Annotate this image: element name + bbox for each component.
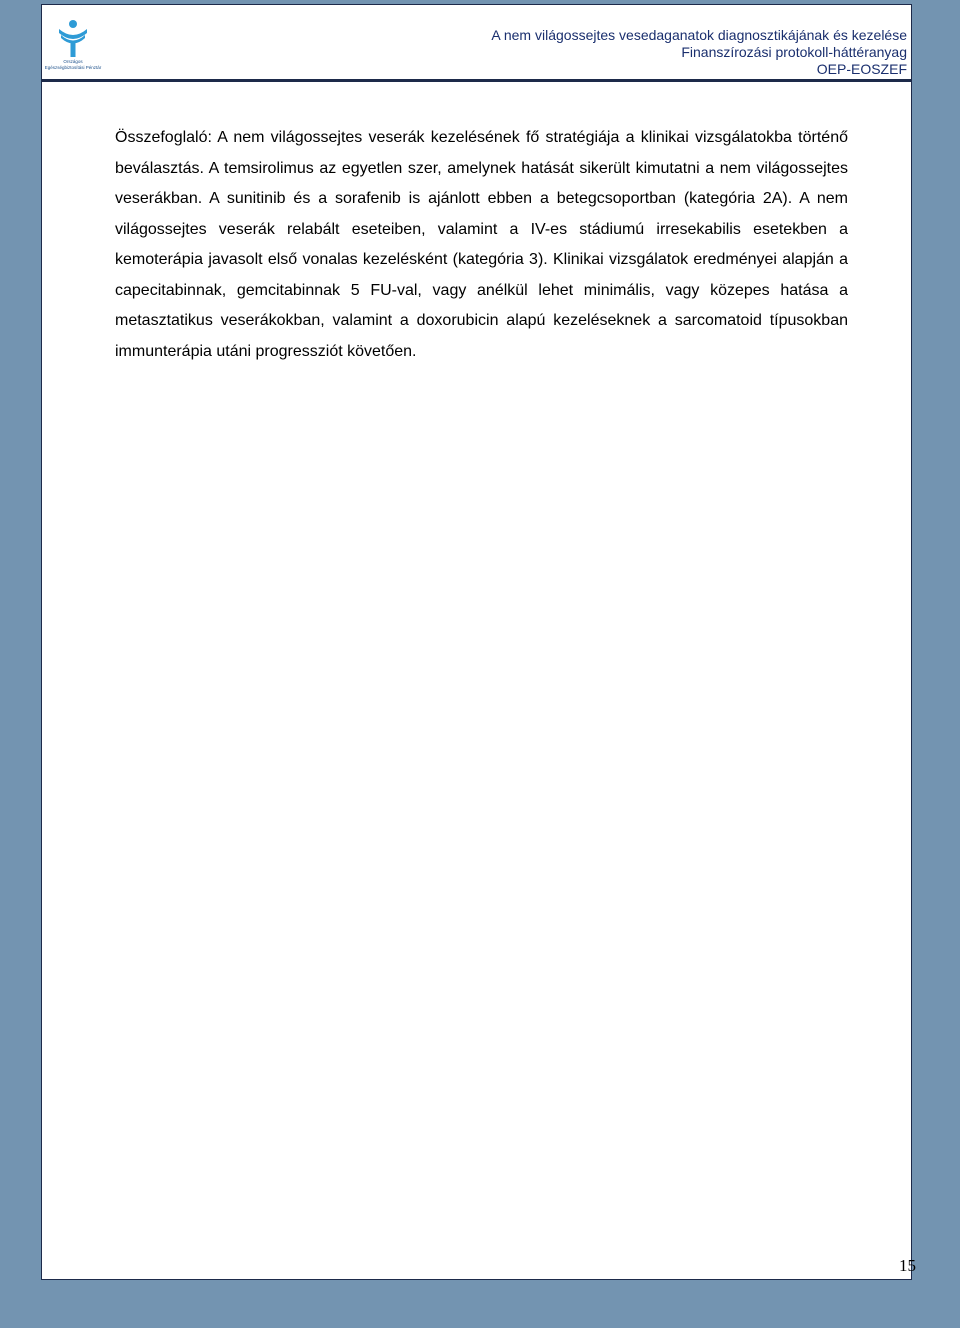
header-title-line3: OEP-EOSZEF (816, 61, 907, 77)
summary-paragraph: Összefoglaló: A nem világossejtes veserák kezelésének fő stratégiája a klinikai vizsgálatokba történő beválasztás. A temsirolimus az egyetlen szer, amelynek hatását sikerült kimutatni a nem világossejtes veserákban. A sunitinib és a sorafenib is ajánlott ebben a betegcsoportban (kategória 2A). A nem világossejtes veserák relabált eseteiben, valamint a IV-es stádiumú irresekabilis esetekben a kemoterápia javasolt első vonalas kezelésként (kategória 3). Klinikai vizsgálatok eredményei alapján a capecitabinnak, gemcitabinnak 5 FU-val, vagy anélkül lehet minimális, vagy közepes hatása a metasztatikus veserákokban, valamint a doxorubicin alapú kezeléseknek a sarcomatoid típusokban immunterápia utáni progressziót követően. (115, 129, 848, 360)
page-number: 15 (899, 1256, 916, 1275)
header-title-line2: Finanszírozási protokoll-háttéranyag (681, 44, 907, 60)
header-title-block (491, 27, 907, 78)
logo-text: Országos Egészségbiztosítási Pénztár (44, 59, 102, 70)
page-header (42, 5, 911, 81)
oep-logo-icon (58, 19, 88, 59)
document-page (41, 4, 916, 1280)
header-rule (42, 79, 911, 82)
oep-logo (44, 19, 102, 71)
header-title-line1: A nem világossejtes vesedaganatok diagnosztikájának és kezelése (491, 27, 907, 43)
